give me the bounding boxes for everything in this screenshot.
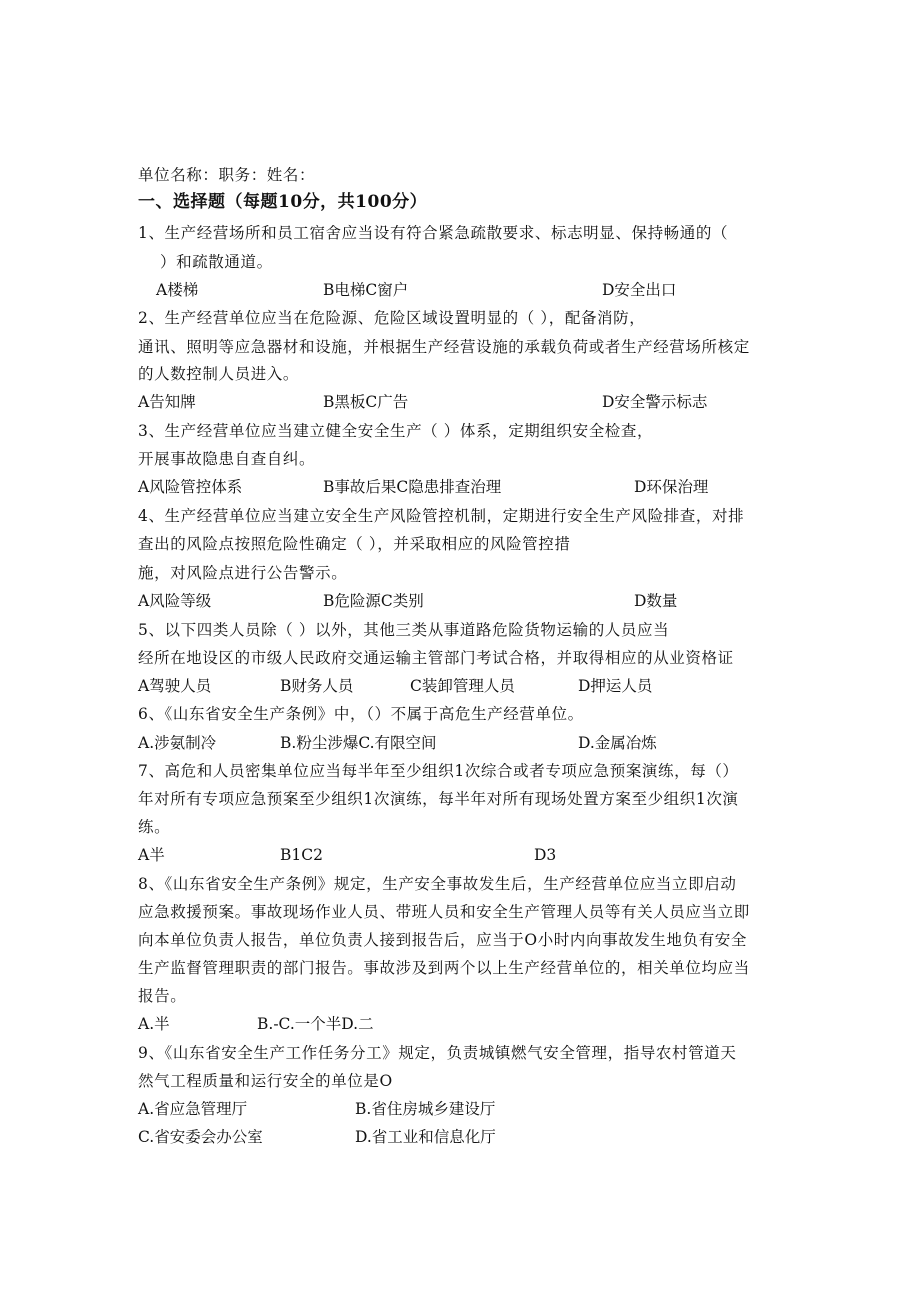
question-5-option-a: A驾驶人员 <box>138 677 212 695</box>
question-9-option-c: C.省安委会办公室 <box>138 1128 263 1146</box>
question-2-line-2: 通讯、照明等应急器材和设施，并根据生产经营设施的承载负荷或者生产经营场所核定 <box>138 338 750 356</box>
question-6-option-d: D.金属冶炼 <box>578 734 657 752</box>
question-1-option-bc: B电梯C窗户 <box>323 281 409 299</box>
question-6-option-a: A.涉氨制冷 <box>138 734 217 752</box>
question-8-line-3: 向本单位负责人报告，单位负责人接到报告后，应当于O小时内向事故发生地负有安全 <box>138 931 748 949</box>
question-1-line-2: ）和疏散通道。 <box>160 253 273 271</box>
question-8-option-a: A.半 <box>138 1015 170 1033</box>
question-2-option-bc: B黑板C广告 <box>323 393 409 411</box>
question-7-line-3: 练。 <box>138 818 171 836</box>
question-8-line-4: 生产监督管理职责的部门报告。事故涉及到两个以上生产经营单位的，相关单位均应当 <box>138 959 750 977</box>
question-5-option-d: D押运人员 <box>578 677 653 695</box>
question-5-line-1: 5、以下四类人员除（ ）以外，其他三类从事道路危险货物运输的人员应当 <box>138 621 670 639</box>
question-5-option-c: C装卸管理人员 <box>410 677 515 695</box>
question-6-option-bc: B.粉尘涉爆C.有限空间 <box>280 734 437 752</box>
question-4-option-d: D数量 <box>634 592 678 610</box>
question-7-line-2: 年对所有专项应急预案至少组织1次演练，每半年对所有现场处置方案至少组织1次演 <box>138 790 739 808</box>
question-8-option-bcd: B.-C.一个半D.二 <box>257 1015 374 1033</box>
question-7-option-bc: B1C2 <box>280 846 323 864</box>
question-3-line-1: 3、生产经营单位应当建立健全安全生产（ ）体系，定期组织安全检查， <box>138 422 654 440</box>
question-7-line-1: 7、高危和人员密集单位应当每半年至少组织1次综合或者专项应急预案演练，每（） <box>138 762 739 780</box>
question-2-option-d: D安全警示标志 <box>602 393 708 411</box>
question-9-line-1: 9、《山东省安全生产工作任务分工》规定，负责城镇燃气安全管理，指导农村管道天 <box>138 1044 737 1062</box>
question-2-option-a: A告知牌 <box>138 393 196 411</box>
section-title: 一、选择题（每题10分，共100分） <box>138 192 428 212</box>
question-5-option-b: B财务人员 <box>280 677 354 695</box>
question-4-line-2: 查出的风险点按照危险性确定（ ），并采取相应的风险管控措 <box>138 535 571 553</box>
question-7-option-d: D3 <box>534 846 557 864</box>
question-3-option-a: A风险管控体系 <box>138 478 243 496</box>
question-2-line-1: 2、生产经营单位应当在危险源、危险区域设置明显的（ ），配备消防， <box>138 309 646 327</box>
question-4-option-a: A风险等级 <box>138 592 212 610</box>
question-8-line-5: 报告。 <box>138 987 187 1005</box>
question-9-line-2: 然气工程质量和运行安全的单位是O <box>138 1072 393 1090</box>
question-4-line-3: 施，对风险点进行公告警示。 <box>138 564 348 582</box>
question-8-line-1: 8、《山东省安全生产条例》规定，生产安全事故发生后，生产经营单位应当立即启动 <box>138 875 737 893</box>
question-4-option-bc: B危险源C类别 <box>323 592 424 610</box>
question-7-option-a: A半 <box>138 846 165 864</box>
question-8-line-2: 应急救援预案。事故现场作业人员、带班人员和安全生产管理人员等有关人员应当立即 <box>138 903 750 921</box>
question-9-option-a: A.省应急管理厅 <box>138 1100 248 1118</box>
question-5-line-2: 经所在地设区的市级人民政府交通运输主管部门考试合格，并取得相应的从业资格证 <box>138 649 734 667</box>
question-4-line-1: 4、生产经营单位应当建立安全生产风险管控机制，定期进行安全生产风险排查，对排 <box>138 507 745 525</box>
header-fields: 单位名称：职务：姓名： <box>138 166 316 184</box>
question-2-line-3: 的人数控制人员进入。 <box>138 365 300 383</box>
question-3-option-bc: B事故后果C隐患排查治理 <box>323 478 502 496</box>
question-9-option-d: D.省工业和信息化厅 <box>355 1128 496 1146</box>
question-6-line-1: 6、《山东省安全生产条例》中，（）不属于高危生产经营单位。 <box>138 705 584 723</box>
question-3-option-d: D环保治理 <box>634 478 709 496</box>
question-1-option-a: A楼梯 <box>156 281 199 299</box>
question-1-line-1: 1、生产经营场所和员工宿舍应当设有符合紧急疏散要求、标志明显、保持畅通的（ <box>138 224 729 242</box>
question-3-line-2: 开展事故隐患自查自纠。 <box>138 450 316 468</box>
question-1-option-d: D安全出口 <box>602 281 677 299</box>
question-9-option-b: B.省住房城乡建设厅 <box>355 1100 496 1118</box>
